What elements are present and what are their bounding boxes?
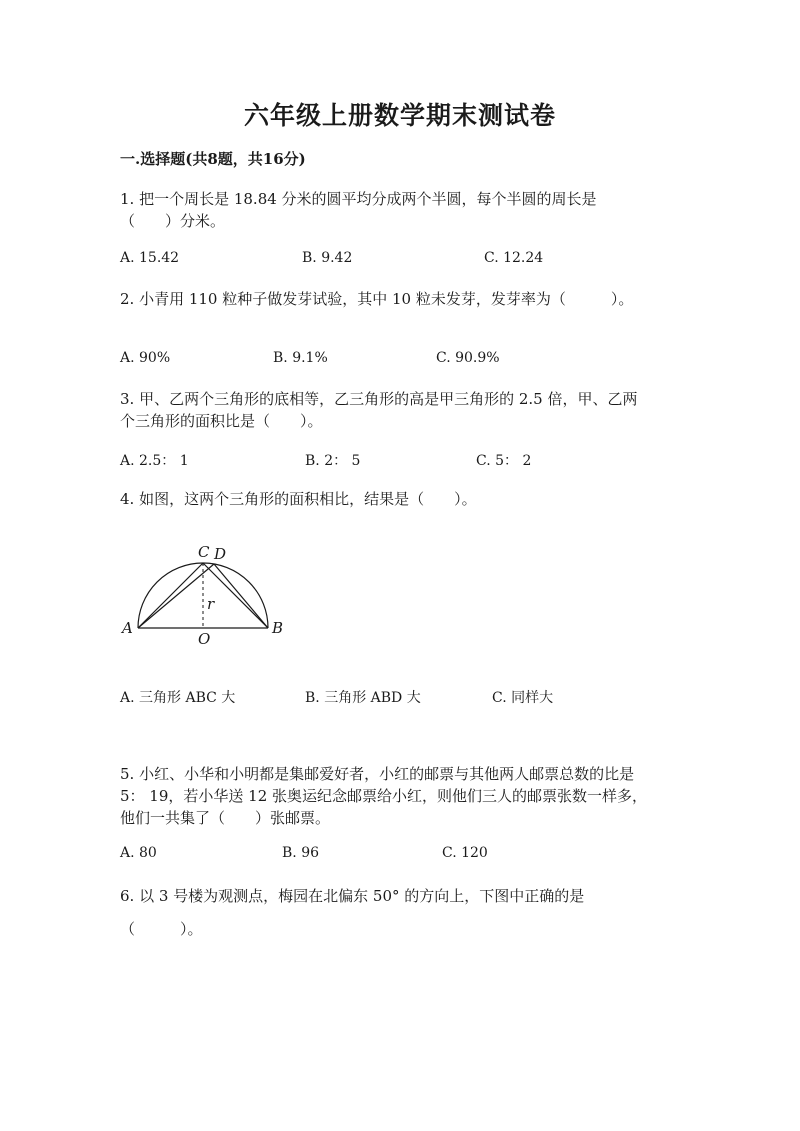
section-heading: 一.选择题(共8题，共16分)	[120, 150, 306, 168]
question-2-option-c: C. 90.9%	[436, 350, 500, 366]
question-5-option-c: C. 120	[442, 845, 488, 861]
question-3-option-c: C. 5： 2	[476, 453, 532, 469]
question-3-option-a: A. 2.5： 1	[120, 453, 189, 469]
label-r: r	[207, 595, 215, 613]
segment-ac	[138, 563, 203, 628]
page-title: 六年级上册数学期末测试卷	[243, 101, 556, 130]
question-4-option-b: B. 三角形 ABD 大	[305, 690, 421, 706]
question-2-line-1: 2. 小青用 110 粒种子做发芽试验，其中 10 粒未发芽，发芽率为（ ）。	[120, 290, 634, 308]
question-1-line-2: （ ）分米。	[120, 212, 226, 230]
question-3-option-b: B. 2： 5	[305, 453, 361, 469]
question-6-line-2: （ ）。	[120, 920, 203, 938]
question-5-line-2: 5： 19，若小华送 12 张奥运纪念邮票给小红，则他们三人的邮票张数一样多，	[120, 787, 648, 805]
question-1-option-a: A. 15.42	[120, 250, 180, 266]
question-5-line-1: 5. 小红、小华和小明都是集邮爱好者，小红的邮票与其他两人邮票总数的比是	[120, 765, 635, 783]
question-3-line-1: 3. 甲、乙两个三角形的底相等，乙三角形的高是甲三角形的 2.5 倍，甲、乙两	[120, 390, 638, 408]
label-c: C	[198, 543, 210, 561]
question-6-line-1: 6. 以 3 号楼为观测点，梅园在北偏东 50° 的方向上，下图中正确的是	[120, 887, 585, 905]
question-2-option-b: B. 9.1%	[273, 350, 328, 366]
question-1-option-c: C. 12.24	[484, 250, 544, 266]
question-2-option-a: A. 90%	[120, 350, 171, 366]
question-5-option-a: A. 80	[120, 845, 157, 861]
question-3-line-2: 个三角形的面积比是（ ）。	[120, 412, 323, 430]
question-4-option-c: C. 同样大	[492, 690, 554, 706]
label-o: O	[198, 630, 211, 648]
question-1-line-1: 1. 把一个周长是 18.84 分米的圆平均分成两个半圆，每个半圆的周长是	[120, 190, 597, 208]
question-4-line-1: 4. 如图，这两个三角形的面积相比，结果是（ ）。	[120, 490, 477, 508]
label-a: A	[122, 619, 133, 637]
semicircle-triangles-figure	[118, 538, 298, 648]
label-b: B	[272, 619, 284, 637]
question-4-option-a: A. 三角形 ABC 大	[120, 690, 236, 706]
question-5-option-b: B. 96	[282, 845, 320, 861]
label-d: D	[214, 545, 227, 563]
question-5-line-3: 他们一共集了（ ）张邮票。	[120, 809, 331, 827]
question-1-option-b: B. 9.42	[302, 250, 353, 266]
